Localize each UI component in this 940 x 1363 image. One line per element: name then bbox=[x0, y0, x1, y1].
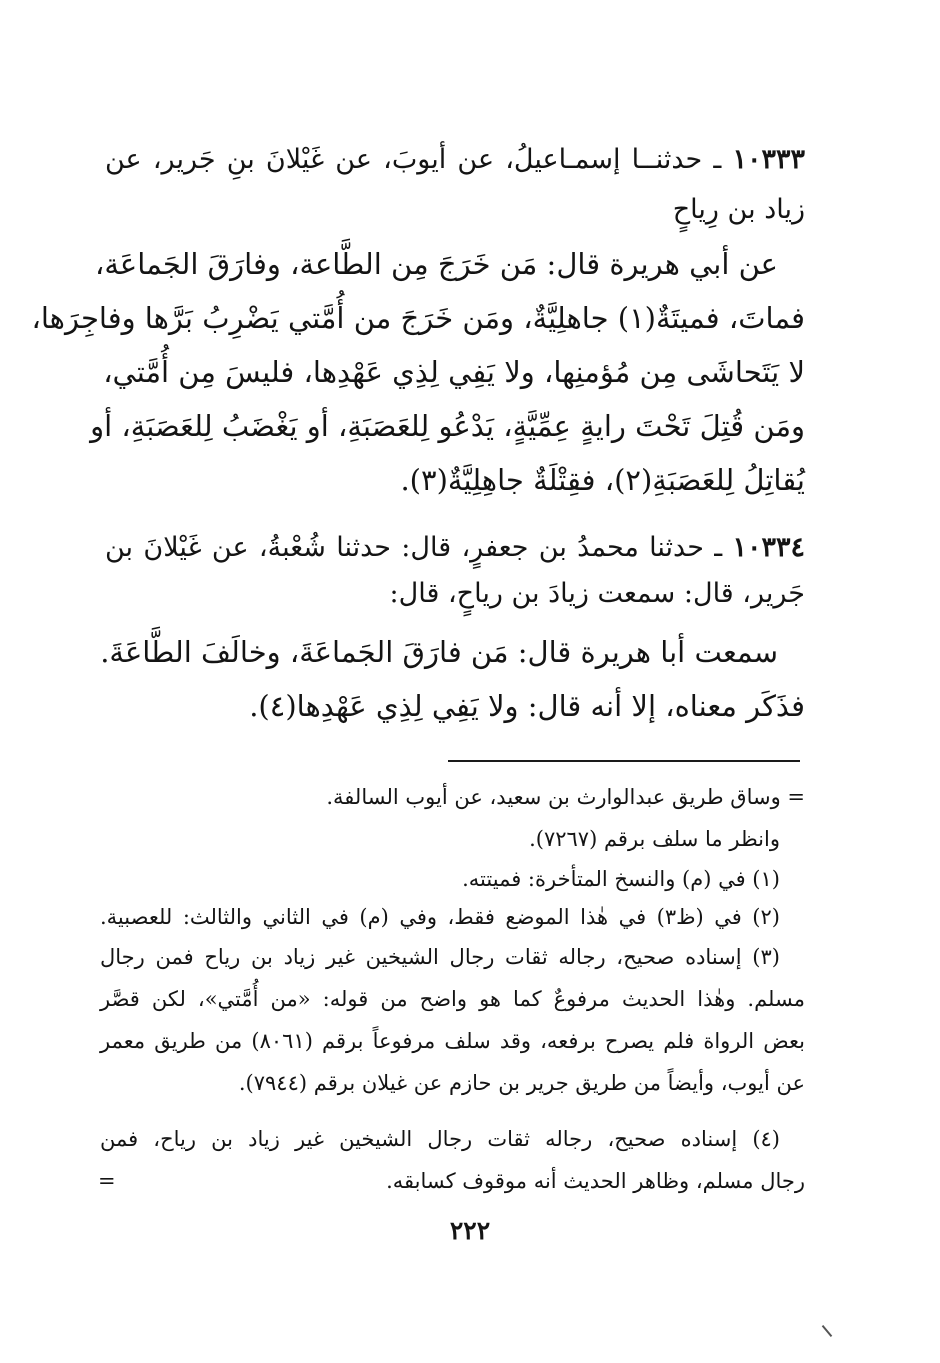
matn-line: يُقاتِلُ لِلعَصَبَةِ(٢)، فقِتْلَةٌ جاهِلِيَّةٌ(٣). bbox=[400, 463, 805, 497]
footnote-3-line: عن أيوب، وأيضاً من طريق جرير بن حازم عن غيلان برقم (٧٩٤٤). bbox=[238, 1071, 805, 1095]
hadith-10334-chain-line-2: جَرير، قال: سمعت زيادَ بن رياحٍ، قال: bbox=[389, 578, 805, 609]
footnote-see-also: وانظر ما سلف برقم (٧٢٦٧). bbox=[529, 827, 780, 851]
footnote-3-line: مسلم. وهٰذا الحديث مرفوعٌ كما هو واضح من قوله: «من أُمَّتي»، لكن قصَّر bbox=[100, 987, 805, 1011]
matn-line: سمعت أبا هريرة قال: مَن فارَقَ الجَماعَةَ، وخالَفَ الطَّاعَةَ. bbox=[100, 635, 778, 669]
matn-line: فذَكَر معناه، إلا أنه قال: ولا يَفِي لِذِي عَهْدِها(٤). bbox=[249, 689, 805, 723]
hadith-number: ١٠٣٣٤ bbox=[732, 532, 805, 563]
continuation-mark: = bbox=[98, 1169, 116, 1193]
footnote-1: (١) في (م) والنسخ المتأخرة: فميتته. bbox=[462, 867, 780, 891]
matn-line: فماتَ، فميتَةٌ(١) جاهلِيَّةٌ، ومَن خَرَجَ من أُمَّتي يَضْرِبُ بَرَّها وفاجِرَها، bbox=[31, 301, 805, 335]
hadith-number: ١٠٣٣٣ bbox=[732, 144, 805, 175]
hadith-10333-chain-line-1 bbox=[105, 142, 805, 178]
footnote-separator bbox=[448, 760, 800, 762]
matn-line: لا يَتَحاشَى مِن مُؤمنِها، ولا يَفِي لِذِي عَهْدِها، فليسَ مِن أُمَّتي، bbox=[103, 355, 805, 389]
matn-line: عن أبي هريرة قال: مَن خَرَجَ مِن الطَّاعة، وفارَقَ الجَماعَة، bbox=[95, 247, 778, 281]
isnad-text: ـ حدثنــا إسمـاعيلُ، عن أيوبَ، عن غَيْلانَ بنِ جَرير، عن bbox=[105, 144, 722, 175]
hadith-10333-chain-line-2: زياد بن رِياحٍ bbox=[672, 194, 805, 225]
footnote-3-line: بعض الرواة فلم يصرح برفعه، وقد سلف مرفوعاً برقم (٨٠٦١) من طريق معمر bbox=[100, 1029, 805, 1053]
footnote-4-line: (٤) إسناده صحيح، رجاله ثقات رجال الشيخين غير زياد بن رياح، فمن bbox=[100, 1127, 780, 1151]
footnote-2: (٢) في (ظ٣) في هٰذا الموضع فقط، وفي (م) في الثاني والثالث: للعصبية. bbox=[100, 905, 780, 929]
footnote-continued: = وساق طريق عبدالوارث بن سعيد، عن أيوب السالفة. bbox=[326, 785, 805, 809]
isnad-text: ـ حدثنا محمدُ بن جعفرٍ، قال: حدثنا شُعْبةُ، عن غَيْلانَ بن bbox=[105, 532, 723, 563]
matn-line: ومَن قُتِلَ تَحْتَ رايةٍ عِمِّيَّةٍ، يَدْعُو لِلعَصَبَةِ، أو يَغْضَبُ لِلعَصَبَةِ، أو bbox=[90, 409, 805, 443]
scan-mark bbox=[822, 1325, 833, 1337]
hadith-10334-chain-line-1 bbox=[105, 530, 805, 566]
page-number: ٢٢٢ bbox=[449, 1216, 491, 1245]
footnote-4-line: رجال مسلم، وظاهر الحديث أنه موقوف كسابقه. bbox=[386, 1169, 805, 1193]
footnote-3-line: (٣) إسناده صحيح، رجاله ثقات رجال الشيخين غير زياد بن رياح فمن رجال bbox=[100, 945, 780, 969]
